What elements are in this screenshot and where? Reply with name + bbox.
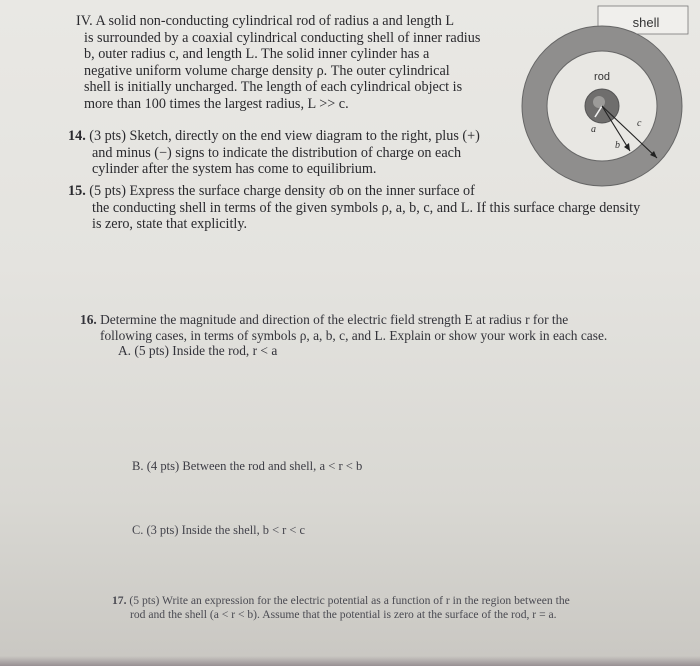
- intro-line-5: shell is initially uncharged. The length of each cylindrical object is: [84, 79, 463, 96]
- q16-number: 16.: [80, 312, 97, 327]
- shell-label: shell: [632, 15, 660, 30]
- q16-line-1: Determine the magnitude and direction of the electric field strength E at radius r for the: [100, 312, 569, 327]
- q14-number: 14.: [68, 128, 86, 144]
- intro-line-1: IV. A solid non-conducting cylindrical rod of radius a and length L: [76, 13, 454, 29]
- label-c: c: [637, 118, 642, 129]
- q14-line-3: cylinder after the system has come to equilibrium.: [92, 161, 377, 178]
- rod-label: rod: [594, 71, 610, 83]
- intro-line-6: more than 100 times the largest radius, L >> c.: [84, 95, 349, 112]
- question-16: [80, 312, 670, 359]
- intro-line-4: negative uniform volume charge density ρ. The outer cylindrical: [84, 62, 450, 79]
- end-view-diagram[interactable]: [505, 0, 700, 210]
- q16-line-2: following cases, in terms of symbols ρ, a, b, c, and L. Explain or show your work in each case.: [100, 327, 608, 343]
- rod-highlight: [593, 96, 605, 108]
- problem-intro: [76, 13, 514, 113]
- label-b: b: [615, 140, 620, 151]
- q16-part-c: C. (3 pts) Inside the shell, b < r < c: [132, 523, 305, 537]
- q15-line-1: (5 pts) Express the surface charge density σb on the inner surface of: [89, 183, 475, 199]
- q17-number: 17.: [112, 594, 127, 607]
- q14-line-2: and minus (−) signs to indicate the distribution of charge on each: [92, 144, 462, 161]
- q17-line-1: (5 pts) Write an expression for the electric potential as a function of r in the region between the: [129, 594, 570, 607]
- q15-line-2: the conducting shell in terms of the given symbols ρ, a, b, c, and L. If this surface charge density: [92, 199, 641, 216]
- q16-part-b: B. (4 pts) Between the rod and shell, a < r < b: [132, 459, 363, 473]
- question-15: [68, 183, 668, 233]
- q15-number: 15.: [68, 183, 86, 199]
- q16-part-a: A. (5 pts) Inside the rod, r < a: [118, 343, 278, 359]
- label-a: a: [591, 124, 596, 135]
- intro-line-2: is surrounded by a coaxial cylindrical conducting shell of inner radius: [84, 29, 481, 46]
- q17-line-2: rod and the shell (a < r < b). Assume that the potential is zero at the surface of the rod, r = a.: [130, 608, 557, 621]
- question-14: [68, 128, 508, 178]
- page-edge-shadow: [0, 656, 700, 666]
- intro-line-3: b, outer radius c, and length L. The solid inner cylinder has a: [84, 46, 430, 63]
- q15-line-3: is zero, state that explicitly.: [92, 216, 248, 233]
- q14-line-1: (3 pts) Sketch, directly on the end view diagram to the right, plus (+): [89, 128, 480, 144]
- question-17: [112, 594, 652, 622]
